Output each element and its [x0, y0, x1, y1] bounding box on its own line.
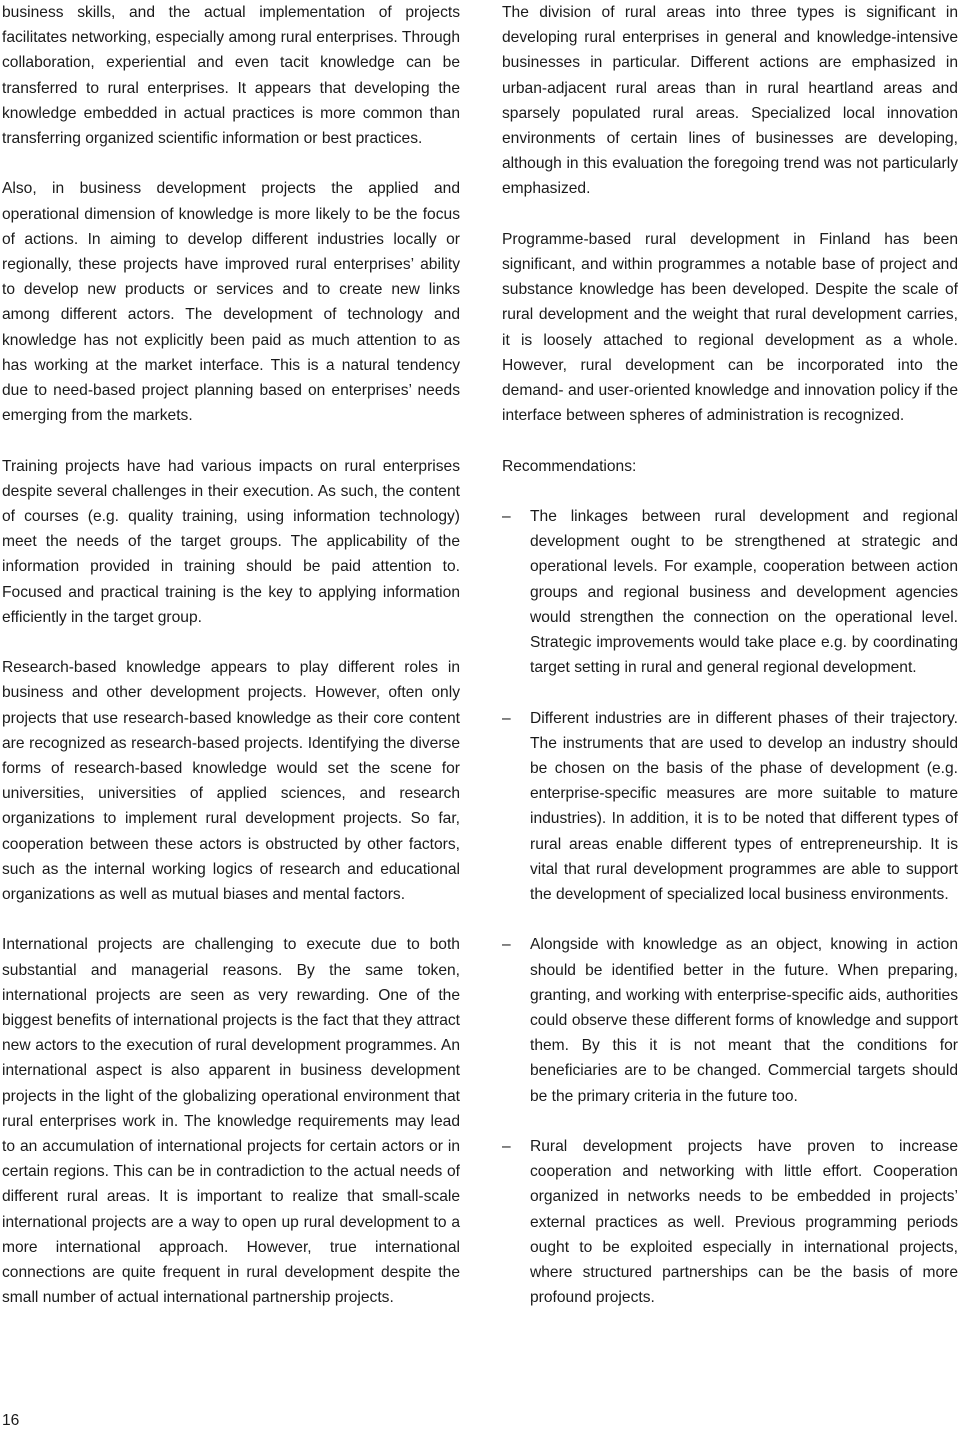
dash-bullet: – — [502, 936, 511, 954]
recommendation-item — [502, 932, 958, 1108]
dash-bullet: – — [502, 1138, 511, 1156]
recommendation-text: Different industries are in different phases of their trajectory. The instruments that are used to develop an industry should be chosen on the basis of the phase of development (e.g. enterprise-specific measures are more suitable to mature industries). In addition, it is to be noted that different types of rural areas enable different types of entrepreneurship. It is vital that rural development programmes are able to support the development of specialized local business environments. — [530, 709, 958, 904]
left-column — [2, 0, 460, 1336]
right-column — [502, 0, 958, 1336]
paragraph-rural-area-types: The division of rural areas into three types is significant in developing rural enterprises in general and knowledge-intensive businesses in particular. Different actions are emphasized in urban-adjacent rural areas than in rural heartland areas and sparsely populated rural areas. Specialized local innovation environments of certain lines of businesses are developing, although in this evaluation the foregoing trend was not particularly emphasized. — [502, 4, 958, 198]
recommendation-text: Rural development projects have proven to increase cooperation and networking with little effort. Cooperation organized in networks needs to be embedded in projects’ external practices as well. Previous programming periods ought to be exploited especially in international projects, where structured partnerships can be the basis of more profound projects. — [530, 1138, 958, 1307]
recommendations-heading: Recommendations: — [502, 457, 637, 475]
dash-bullet: – — [502, 709, 511, 727]
paragraph-training-projects: Training projects have had various impacts on rural enterprises despite several challenges in their execution. As such, the content of courses (e.g. quality training, using information technology) meet the needs of the target groups. The applicability of the information provided in training should be paid attention to. Focused and practical training is the key to applying information efficiently in the target group. — [2, 457, 460, 626]
recommendation-item — [502, 504, 958, 680]
recommendation-text: The linkages between rural development and regional development ought to be strengthened at strategic and operational levels. For example, cooperation between action groups and regional business and development agencies would strengthen the connection on the operational level. Strategic improvements would take place e.g. by coordinating target setting in rural and general regional development. — [530, 508, 958, 677]
paragraph-knowledge-transfer: business skills, and the actual implementation of projects facilitates networking, especially among rural enterprises. Through collaboration, experiential and even tacit knowledge can be transferred to rural enterprises. It appears that developing the knowledge embedded in actual practices is more common than transferring organized scientific information or best practices. — [2, 4, 460, 148]
paragraph-research-based-knowledge: Research-based knowledge appears to play different roles in business and other development projects. However, often only projects that use research-based knowledge as their core content are recognized as research-based projects. Identifying the diverse forms of research-based knowledge would set the scene for universities, universities of applied sciences, and research organizations to implement rural development projects. So far, cooperation between these actors is obstructed by other factors, such as the internal working logics of research and educational organizations as well as mutual biases and mental factors. — [2, 659, 460, 904]
recommendation-text: Alongside with knowledge as an object, knowing in action should be identified better in the future. When preparing, granting, and working with enterprise-specific aids, authorities could observe these different forms of knowledge and support them. By this it is not meant that the conditions for beneficiaries are to be changed. Commercial targets should be the primary criteria in the future too. — [530, 936, 958, 1105]
paragraph-international-projects: International projects are challenging to execute due to both substantial and managerial reasons. By the same token, international projects are seen as very rewarding. One of the biggest benefits of international projects is the fact that they attract new actors to the execution of rural development programmes. An international aspect is also apparent in business development projects in the light of the globalizing operational environment that rural enterprises work in. The knowledge requirements may lead to an accumulation of international projects for certain actors or in certain regions. This can be in contradiction to the actual needs of different rural areas. It is important to realize that small-scale international projects are a way to open up rural development to a more international approach. However, true international connections are quite frequent in rural development despite the small number of actual international partnership projects. — [2, 936, 460, 1307]
dash-bullet: – — [502, 508, 511, 526]
paragraph-business-development: Also, in business development projects the applied and operational dimension of knowledge is more likely to be the focus of actions. In aiming to develop different industries locally or regionally, these projects have improved rural enterprises’ ability to develop new products or services and to create new links among different actors. The development of technology and knowledge has not explicitly been paid as much attention to as has working at the market interface. This is a natural tendency due to need-based project planning based on enterprises’ needs emerging from the markets. — [2, 180, 460, 425]
recommendation-item — [502, 706, 958, 908]
page-number: 16 — [2, 1412, 20, 1429]
recommendation-item — [502, 1134, 958, 1310]
paragraph-programme-based-development: Programme-based rural development in Finland has been significant, and within programmes a notable base of project and substance knowledge has been developed. Despite the scale of rural development and the weight that rural development carries, it is loosely attached to regional development as a whole. However, rural development can be incorporated into the demand- and user-oriented knowledge and innovation policy if the interface between spheres of administration is recognized. — [502, 230, 958, 425]
